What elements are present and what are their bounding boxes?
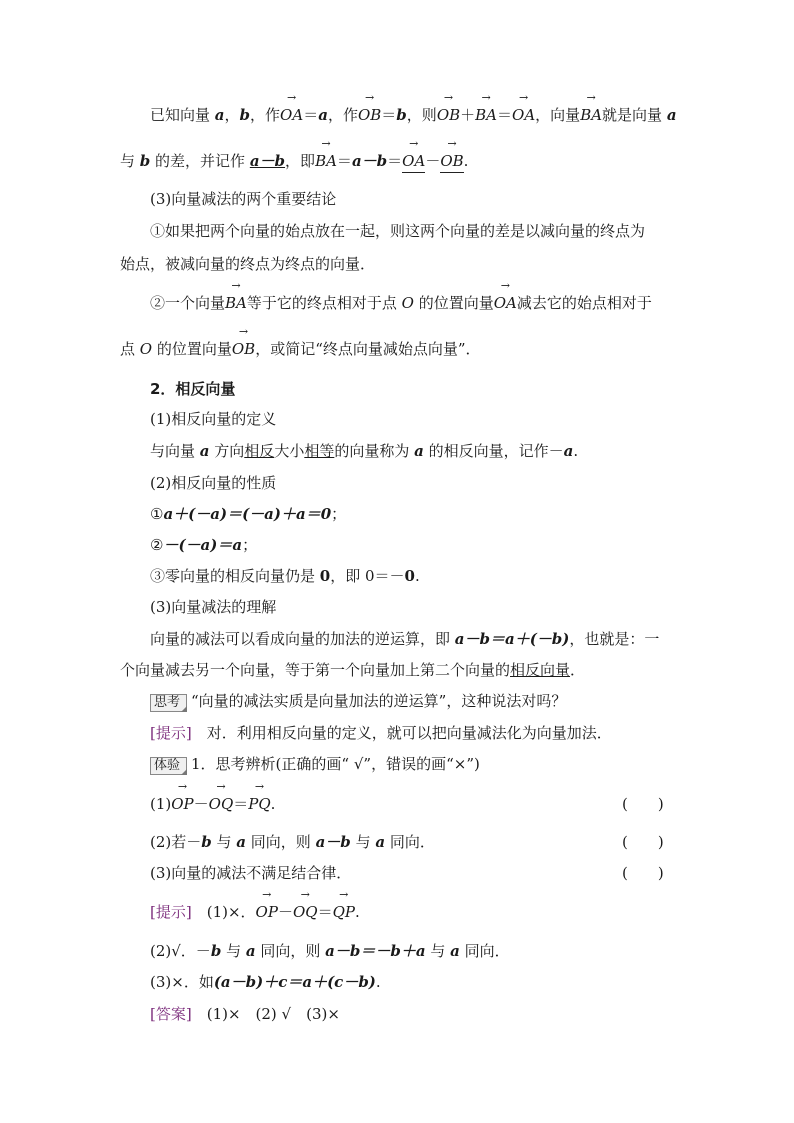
underlined-text: 相等	[304, 442, 335, 460]
text: (3)向量的减法不满足结合律．	[150, 864, 352, 882]
text-line-19	[150, 722, 612, 744]
text: ，则	[406, 106, 437, 124]
vector-ob: → OB	[358, 104, 381, 126]
vector-a: a	[236, 833, 247, 851]
text: 与	[120, 152, 140, 170]
text: ＝	[497, 106, 513, 124]
text: 已知向量	[150, 106, 215, 124]
text: 方向	[209, 442, 245, 460]
text-line-14	[150, 565, 420, 587]
text: ＋	[460, 106, 476, 124]
text: ，作	[327, 106, 358, 124]
vector-b: b	[139, 152, 151, 170]
zero-vector: 0	[319, 567, 331, 585]
text-line-3: (3)向量减法的两个重要结论	[150, 190, 337, 208]
zero-vector: 0	[404, 567, 415, 585]
text-line-9: (1)相反向量的定义	[150, 410, 277, 428]
text: 同向．	[385, 833, 435, 851]
vector-pq: → PQ	[248, 793, 270, 815]
text: 与	[350, 833, 376, 851]
text-line-26	[150, 971, 381, 993]
text: (1)× (2) √ (3)×	[191, 1005, 340, 1023]
text: 等于它的终点相对于点	[246, 294, 402, 312]
text: 大小	[274, 442, 305, 460]
vector-oq: → OQ	[293, 901, 318, 923]
question-1	[150, 793, 275, 815]
text-line-25	[150, 940, 510, 962]
text: .	[375, 973, 381, 991]
vector-op: → OP	[256, 901, 278, 923]
vector-ba: → BA	[315, 150, 337, 172]
text: 减去它的始点相对于	[516, 294, 652, 312]
expression: a－b	[315, 833, 351, 851]
vector-a: a	[245, 942, 256, 960]
vector-a: a	[666, 106, 677, 124]
text: 对．利用相反向量的定义，就可以把向量减法化为向量加法．	[191, 724, 612, 742]
text: ，即	[285, 152, 316, 170]
vector-b: b	[239, 106, 251, 124]
vector-ba: → BA	[580, 104, 602, 126]
underlined-expression: a－b	[249, 152, 286, 170]
vector-ba: → BA	[475, 104, 497, 126]
vector-a: a	[318, 106, 328, 124]
text: (1)×．	[191, 903, 256, 921]
vector-ob: → OB	[440, 150, 463, 173]
text: ，作	[250, 106, 281, 124]
expression: (a－b)＋c＝a＋(c－b)	[213, 973, 376, 991]
hint-label: [提示]	[150, 903, 192, 921]
expression: a－b＝a＋(－b)	[454, 630, 570, 648]
text: 同向，则	[255, 942, 326, 960]
expression: a＋(－a)＝(－a)＋a＝0	[163, 505, 332, 523]
text: .	[463, 152, 469, 170]
think-tag: 思考	[150, 694, 187, 712]
text-line-7	[120, 338, 481, 360]
text: 的位置向量	[413, 294, 494, 312]
text: －	[425, 152, 441, 170]
text: －	[277, 903, 293, 921]
text: ＝	[233, 795, 249, 813]
vector-op: → OP	[171, 793, 193, 815]
vector-ob: → OB	[437, 104, 460, 126]
text: .	[414, 567, 420, 585]
text: (1)	[150, 795, 172, 813]
question-3	[150, 862, 351, 884]
text: ②一个向量	[150, 294, 226, 312]
text: ＝	[381, 106, 397, 124]
vector-oa: → OA	[512, 104, 535, 126]
answer-blank-1: ( )	[622, 795, 664, 813]
question-2	[150, 831, 435, 853]
expression: a－b	[351, 152, 388, 170]
text-line-17	[120, 659, 585, 681]
text: .	[270, 795, 276, 813]
text: 个向量减去另一个向量，等于第一个向量加上第二个向量的	[120, 661, 511, 679]
text-line-10	[150, 440, 578, 462]
text: (3)×．如	[150, 973, 214, 991]
text: 向量的减法可以看成向量的加法的逆运算，即	[150, 630, 455, 648]
text: ，或简记“终点向量减始点向量”．	[255, 340, 481, 358]
text: 就是向量	[602, 106, 667, 124]
vector-a: a	[563, 442, 574, 460]
vector-a: a	[214, 106, 225, 124]
practice-tag: 体验	[150, 757, 187, 775]
answer-label: [答案]	[150, 1005, 192, 1023]
text-line-27	[150, 1003, 340, 1025]
text: (2)√．－	[150, 942, 211, 960]
text: 与向量	[150, 442, 200, 460]
text: ，	[224, 106, 240, 124]
text: ．	[570, 661, 586, 679]
vector-a: a	[414, 442, 424, 460]
text: ，也就是：一	[569, 630, 660, 648]
hint-label: [提示]	[150, 724, 192, 742]
vector-ba: → BA	[225, 292, 247, 314]
expression: －(－a)＝a	[163, 536, 243, 554]
point-o: O	[401, 294, 414, 312]
section-heading: 2．相反向量	[150, 380, 236, 398]
text-line-15: (3)向量减法的理解	[150, 598, 277, 616]
text: 与	[425, 942, 451, 960]
text: ；	[242, 536, 258, 554]
text: .	[573, 442, 579, 460]
text-line-5: 始点，被减向量的终点为终点的向量．	[120, 255, 376, 273]
text-line-18	[150, 690, 566, 712]
vector-oq: → OQ	[209, 793, 234, 815]
vector-b: b	[201, 833, 212, 851]
text: ＝	[303, 106, 319, 124]
underlined-text: 相反	[244, 442, 275, 460]
text: ③零向量的相反向量仍是	[150, 567, 320, 585]
text: 的位置向量	[152, 340, 232, 358]
text: 的相反向量，记作－	[423, 442, 564, 460]
text-line-12	[150, 503, 346, 525]
text-line-4: ①如果把两个向量的始点放在一起，则这两个向量的差是以减向量的终点为	[150, 222, 646, 240]
vector-ob: → OB	[232, 338, 255, 360]
vector-a: a	[375, 833, 386, 851]
text: 点	[120, 340, 140, 358]
vector-qp: → QP	[333, 901, 355, 923]
text: －	[193, 795, 209, 813]
answer-blank-3: ( )	[622, 864, 664, 882]
text: ②	[150, 536, 164, 554]
text: ，即 0＝－	[330, 567, 405, 585]
vector-b: b	[396, 106, 407, 124]
text: “向量的减法实质是向量加法的逆运算”，这种说法对吗？	[191, 692, 567, 710]
text: 与	[211, 833, 237, 851]
vector-oa: → OA	[402, 150, 425, 173]
text: 的差，并记作	[150, 152, 250, 170]
text: 的向量称为	[334, 442, 415, 460]
text-line-13	[150, 534, 257, 556]
vector-oa: → OA	[280, 104, 303, 126]
text-line-2	[120, 150, 468, 173]
text: ＝	[317, 903, 333, 921]
vector-a: a	[450, 942, 460, 960]
underlined-text: 相反向量	[510, 661, 571, 679]
text: ＝	[336, 152, 352, 170]
expression: a－b＝－b＋a	[325, 942, 426, 960]
text: .	[354, 903, 360, 921]
text: 同向，则	[246, 833, 316, 851]
text: 与	[221, 942, 246, 960]
answer-blank-2: ( )	[622, 833, 664, 851]
text: ①	[150, 505, 164, 523]
text-line-16	[150, 628, 659, 650]
vector-a: a	[199, 442, 210, 460]
text-line-24	[150, 901, 360, 923]
text-line-6	[150, 292, 652, 314]
text: 1．思考辨析(正确的画“ √”，错误的画“×”)	[191, 755, 480, 773]
text-line-1	[150, 104, 677, 126]
vector-b: b	[210, 942, 222, 960]
vector-oa: → OA	[494, 292, 517, 314]
text-line-20	[150, 753, 480, 775]
text-line-11: (2)相反向量的性质	[150, 474, 277, 492]
text: 同向．	[459, 942, 510, 960]
text: ，向量	[535, 106, 581, 124]
text: ；	[331, 505, 347, 523]
point-o: O	[139, 340, 153, 358]
text: ＝	[387, 152, 403, 170]
text: (2)若－	[150, 833, 202, 851]
